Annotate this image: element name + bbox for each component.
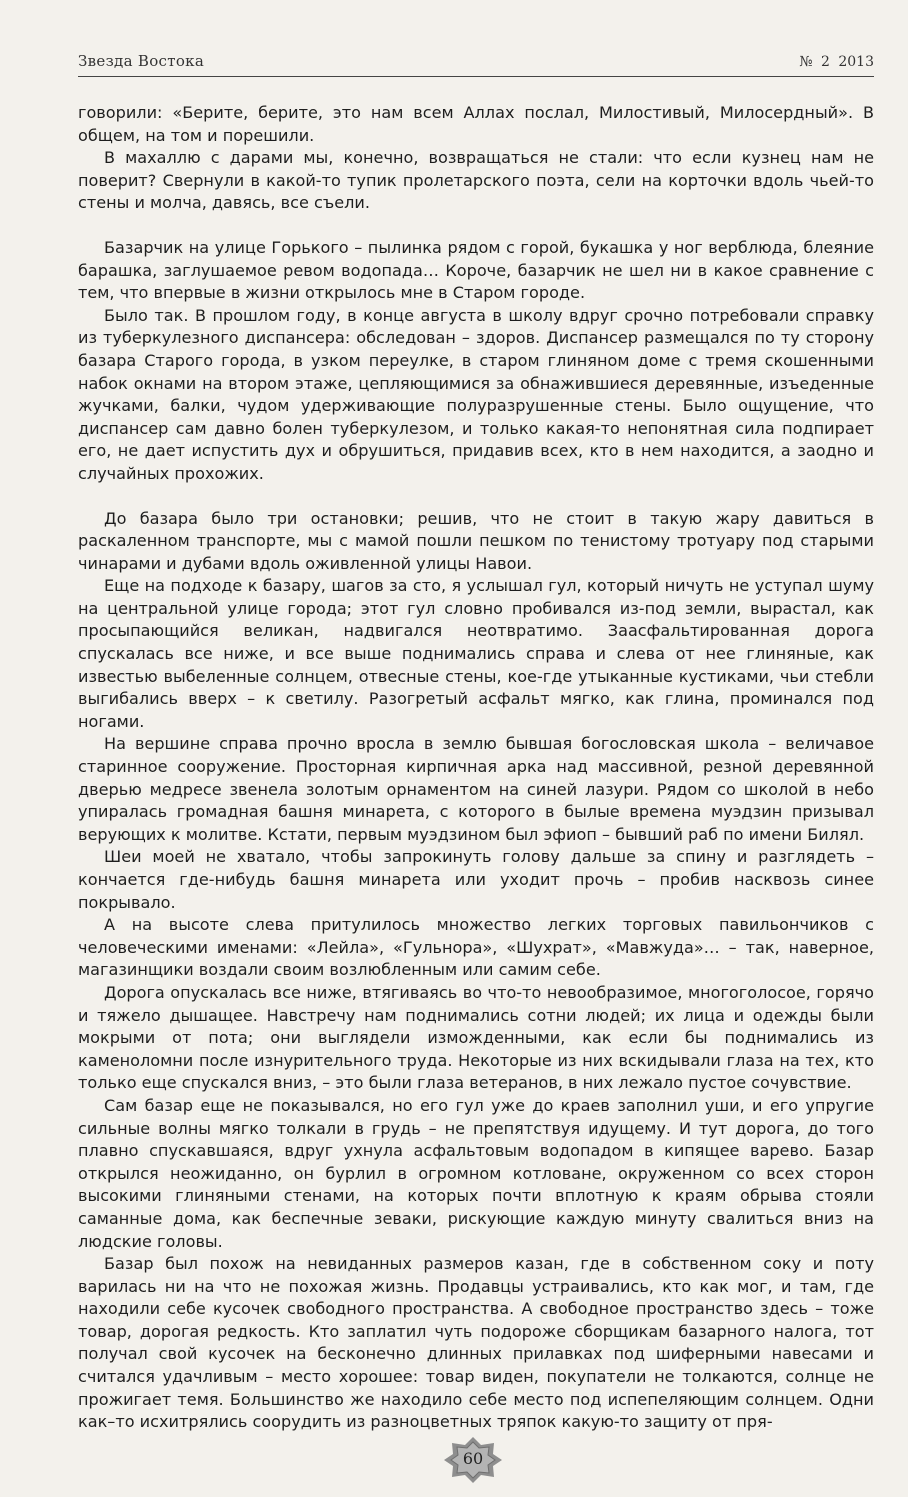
- page-number: 60: [462, 1449, 484, 1468]
- paragraph: Было так. В прошлом году, в конце августа в школу вдруг срочно потребовали справку из туберкулезного диспансера: обследован – здоров. Диспансер размещался по ту сторону базара Старого города, в узком переулке, в старом глиняном доме с тремя скошенными набок окнами на втором этаже, цепляющимися за обнажившиеся деревянные, изъеденные жучками, балки, чудом удерживающие полуразрушенные стены. Было ощущение, что диспансер сам давно болен туберкулезом, и только какая-то непонятная сила подпирает его, не дает испустить дух и обрушиться, придавив всех, кто в нем находится, а заодно и случайных прохожих.: [78, 305, 874, 483]
- paragraph: Базар был похож на невиданных размеров казан, где в собственном соку и поту варилась ни на что не похожая жизнь. Продавцы устраивались, кто как мог, и там, где находили себе кусочек свободного пространства. А свободное пространство здесь – тоже товар, дорогая редкость. Кто заплатил чуть подороже сборщикам базарного налога, тот получал свой кусочек на бесконечно длинных прилавках под шиферными навесами и считался удачливым – место хорошее: товар виден, покупатели не толкаются, солнце не прожигает темя. Большинство же находило себе место под испепеляющим солнцем. Одни как–то исхитрялись соорудить из разноцветных тряпок какую-то защиту от пря-: [78, 1254, 874, 1432]
- header-rule: [78, 76, 874, 77]
- paragraph: До базара было три остановки; решив, что не стоит в такую жару давиться в раскаленном транспорте, мы с мамой пошли пешком по тенистому тротуару под старыми чинарами и дубами вдоль оживленной улицы Навои.: [78, 508, 874, 573]
- running-header: [78, 50, 874, 76]
- page-number-badge: [444, 1437, 502, 1483]
- paragraph: В махаллю с дарами мы, конечно, возвращаться не стали: что если кузнец нам не поверит? Свернули в какой-то тупик пролетарского поэта, сели на корточки вдоль чьей-то стены и молча, давясь, все съели.: [78, 148, 874, 213]
- paragraph: На вершине справа прочно вросла в землю бывшая богословская школа – величавое старинное сооружение. Просторная кирпичная арка над массивной, резной деревянной дверью медресе звенела золотым орнаментом на синей лазури. Рядом со школой в небо упиралась громадная башня минарета, с которого в былые времена муэдзин призывал верующих к молитве. Кстати, первым муэдзином был эфиоп – бывший раб по имени Билял.: [78, 734, 874, 844]
- issue-number: № 2 2013: [799, 54, 874, 70]
- journal-title: Звезда Востока: [78, 52, 205, 70]
- paragraph: Шеи моей не хватало, чтобы запрокинуть голову дальше за спину и разглядеть – кончается где-нибудь башня минарета или уходит прочь – пробив насквозь синее покрывало.: [78, 847, 874, 912]
- paragraph: Еще на подходе к базару, шагов за сто, я услышал гул, который ничуть не уступал шуму на центральной улице города; этот гул словно пробивался из-под земли, вырастал, как просыпающийся великан, надвигался неотвратимо. Заасфальтированная дорога спускалась все ниже, и все выше поднимались справа и слева от нее глиняные, как известью выбеленные солнцем, отвесные стены, кое-где утыканные кустиками, чьи стебли выгибались вверх – к светилу. Разогретый асфальт мягко, как глина, проминался под ногами.: [78, 576, 874, 731]
- paragraph: Сам базар еще не показывался, но его гул уже до краев заполнил уши, и его упругие сильные волны мягко толкали в грудь – не препятствуя идущему. И тут дорога, до того плавно спускавшаяся, вдруг ухнула асфальтовым водопадом в кипящее варево. Базар открылся неожиданно, он бурлил в огромном котловане, окруженном со всех сторон высокими глиняными стенами, на которых почти вплотную к краям обрыва стояли саманные дома, как беспечные зеваки, рискующие каждую минуту свалиться вниз на людские головы.: [78, 1095, 874, 1251]
- paragraph: Дорога опускалась все ниже, втягиваясь во что-то невообразимое, многоголосое, горячо и тяжело дышащее. Навстречу нам поднимались сотни людей; их лица и одежды были мокрыми от пота; они выглядели изможденными, как если бы поднимались из каменоломни после изнурительного труда. Некоторые из них вскидывали глаза на тех, кто только еще спускался вниз, – это были глаза ветеранов, в них лежало пустое сочувствие.: [78, 982, 874, 1093]
- paragraph: Базарчик на улице Горького – пылинка рядом с горой, букашка у ног верблюда, блеяние барашка, заглушаемое ревом водопада… Короче, базарчик не шел ни в какое сравнение с тем, что впервые в жизни открылось мне в Старом городе.: [78, 237, 874, 303]
- article-body: [78, 102, 874, 1434]
- paragraph: А на высоте слева притулилось множество легких торговых павильончиков с человеческими именами: «Лейла», «Гульнора», «Шухрат», «Мавжуда»… – так, наверное, магазинщики воздали своим возлюбленным или самим себе.: [78, 915, 874, 980]
- paragraph: говорили: «Берите, берите, это нам всем Аллах послал, Милостивый, Милосердный». В общем, на том и порешили.: [78, 103, 874, 145]
